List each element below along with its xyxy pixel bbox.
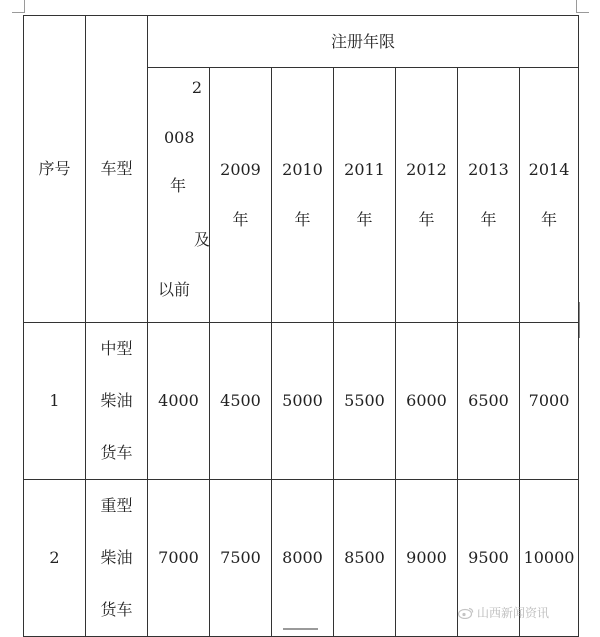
header-year-number: 2014 — [528, 160, 570, 179]
row-value: 5000 — [272, 323, 334, 480]
header-year-suffix: 年 — [418, 210, 435, 229]
row-model-line: 重型 — [100, 496, 133, 515]
scrollbar-marker[interactable] — [579, 302, 580, 338]
row-model-line: 柴油 — [100, 391, 133, 410]
row-value: 9500 — [458, 480, 520, 637]
header-year-2012 — [396, 68, 458, 323]
weibo-icon — [458, 607, 474, 619]
header-year-2009 — [210, 68, 272, 323]
header-year-number: 2009 — [220, 160, 261, 179]
header-year-2013 — [458, 68, 520, 323]
header-year-part: 及 — [193, 230, 210, 249]
row-value: 5500 — [334, 323, 396, 480]
row-value: 9000 — [396, 480, 458, 637]
header-year-2010 — [272, 68, 334, 323]
header-registration-years: 注册年限 — [148, 16, 579, 68]
row-value: 7000 — [148, 480, 210, 637]
header-year-number: 2010 — [282, 160, 323, 179]
header-year-2014 — [520, 68, 579, 323]
row-value: 7500 — [210, 480, 272, 637]
header-model: 车型 — [86, 16, 148, 323]
header-year-part: 008 — [164, 128, 195, 147]
header-index: 序号 — [24, 16, 86, 323]
page-footer-mark — [283, 628, 318, 630]
subsidy-table — [23, 15, 579, 637]
watermark — [458, 604, 549, 621]
row-value: 4500 — [210, 323, 272, 480]
row-model — [86, 323, 148, 480]
header-year-number: 2013 — [468, 160, 509, 179]
header-year-suffix: 年 — [294, 210, 311, 229]
header-year-2008-and-before — [148, 68, 210, 323]
row-value: 6000 — [396, 323, 458, 480]
row-value: 7000 — [520, 323, 579, 480]
crop-mark-top-left — [12, 0, 25, 13]
row-model-line: 货车 — [100, 600, 133, 619]
header-year-number: 2012 — [406, 160, 447, 179]
row-value: 4000 — [148, 323, 210, 480]
row-value: 10000 — [520, 480, 579, 637]
header-year-suffix: 年 — [480, 210, 497, 229]
header-year-2011 — [334, 68, 396, 323]
row-value: 8000 — [272, 480, 334, 637]
header-year-suffix: 年 — [541, 210, 558, 229]
row-model — [86, 480, 148, 637]
row-index: 1 — [24, 323, 86, 480]
table-row — [24, 323, 579, 480]
row-model-line: 柴油 — [100, 548, 133, 567]
crop-mark-top-right — [576, 0, 589, 13]
header-year-suffix: 年 — [356, 210, 373, 229]
row-model-line: 货车 — [100, 443, 133, 462]
row-index: 2 — [24, 480, 86, 637]
row-value: 8500 — [334, 480, 396, 637]
row-model-line: 中型 — [100, 339, 133, 358]
header-year-number: 2011 — [344, 160, 385, 179]
header-year-part: 2 — [191, 78, 202, 97]
header-year-part: 以前 — [158, 280, 191, 299]
row-value: 6500 — [458, 323, 520, 480]
header-year-part: 年 — [170, 176, 187, 195]
header-year-suffix: 年 — [232, 210, 249, 229]
watermark-text: 山西新闻资讯 — [477, 606, 550, 620]
